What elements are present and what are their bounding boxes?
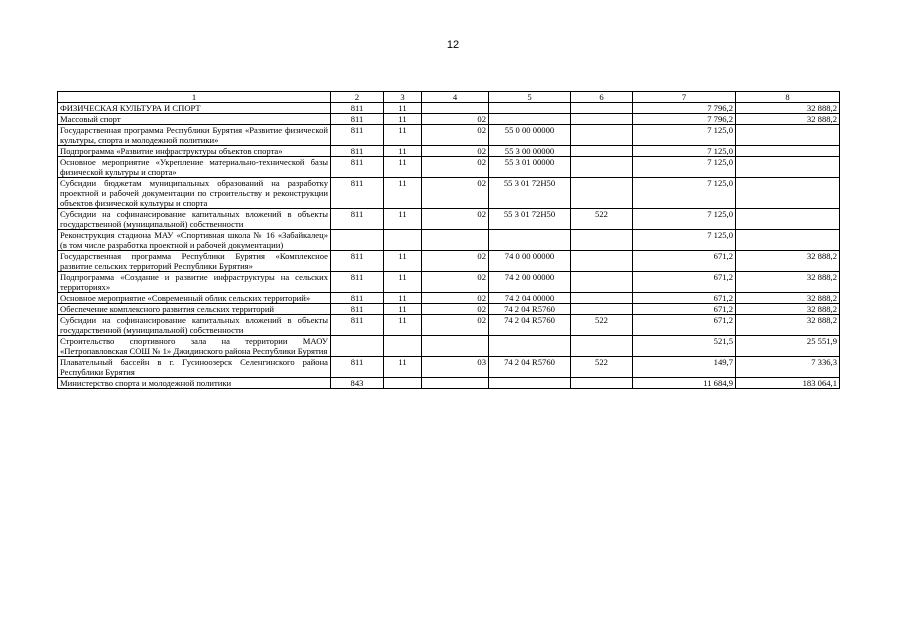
expense-type-cell xyxy=(571,336,633,357)
subsection-code-cell xyxy=(422,230,489,251)
amount-cell-col7: 7 125,0 xyxy=(633,157,736,178)
target-article-cell: 55 3 01 00000 xyxy=(489,157,571,178)
subsection-code-cell: 02 xyxy=(422,272,489,293)
target-article-cell: 74 2 04 00000 xyxy=(489,293,571,304)
page-number: 12 xyxy=(446,39,460,51)
amount-cell-col7: 7 125,0 xyxy=(633,230,736,251)
expense-type-cell xyxy=(571,230,633,251)
item-name-cell: Подпрограмма «Развитие инфраструктуры объектов спорта» xyxy=(58,146,331,157)
item-name-cell: Реконструкция стадиона МАУ «Спортивная школа № 16 «Забайкалец» (в том числе разработка проектной и рабочей документации) xyxy=(58,230,331,251)
section-code-cell: 11 xyxy=(384,209,422,230)
expense-type-cell xyxy=(571,272,633,293)
section-code-cell: 11 xyxy=(384,357,422,378)
target-article-cell xyxy=(489,336,571,357)
subsection-code-cell xyxy=(422,103,489,114)
amount-cell-col8: 32 888,2 xyxy=(736,293,840,304)
section-code-cell: 11 xyxy=(384,103,422,114)
section-code-cell: 11 xyxy=(384,251,422,272)
budget-table xyxy=(57,91,840,389)
item-name-cell: Государственная программа Республики Бурятия «Комплексное развитие сельских территорий Республики Бурятия» xyxy=(58,251,331,272)
ministry-code-cell: 811 xyxy=(331,304,384,315)
table-row xyxy=(58,209,840,230)
subsection-code-cell: 02 xyxy=(422,114,489,125)
target-article-cell: 74 2 00 00000 xyxy=(489,272,571,293)
amount-cell-col7: 671,2 xyxy=(633,304,736,315)
expense-type-cell xyxy=(571,293,633,304)
target-article-cell: 55 3 01 72Н50 xyxy=(489,209,571,230)
column-header: 7 xyxy=(633,92,736,103)
ministry-code-cell: 811 xyxy=(331,103,384,114)
amount-cell-col8: 7 336,3 xyxy=(736,357,840,378)
subsection-code-cell: 02 xyxy=(422,251,489,272)
section-code-cell: 11 xyxy=(384,178,422,209)
target-article-cell: 74 2 04 R5760 xyxy=(489,304,571,315)
column-header: 8 xyxy=(736,92,840,103)
section-code-cell: 11 xyxy=(384,293,422,304)
amount-cell-col8: 32 888,2 xyxy=(736,315,840,336)
ministry-code-cell xyxy=(331,230,384,251)
target-article-cell: 74 0 00 00000 xyxy=(489,251,571,272)
ministry-code-cell: 811 xyxy=(331,357,384,378)
expense-type-cell xyxy=(571,125,633,146)
table-row xyxy=(58,304,840,315)
amount-cell-col8: 25 551,9 xyxy=(736,336,840,357)
amount-cell-col8 xyxy=(736,125,840,146)
amount-cell-col8: 32 888,2 xyxy=(736,272,840,293)
amount-cell-col8 xyxy=(736,230,840,251)
table-row xyxy=(58,251,840,272)
target-article-cell: 74 2 04 R5760 xyxy=(489,315,571,336)
table-row xyxy=(58,114,840,125)
subsection-code-cell: 02 xyxy=(422,178,489,209)
amount-cell-col8 xyxy=(736,146,840,157)
subsection-code-cell xyxy=(422,378,489,389)
table-row xyxy=(58,357,840,378)
target-article-cell: 74 2 04 R5760 xyxy=(489,357,571,378)
target-article-cell xyxy=(489,378,571,389)
amount-cell-col7: 7 796,2 xyxy=(633,103,736,114)
amount-cell-col8: 32 888,2 xyxy=(736,304,840,315)
section-code-cell xyxy=(384,336,422,357)
table-row xyxy=(58,378,840,389)
section-code-cell: 11 xyxy=(384,304,422,315)
ministry-code-cell: 811 xyxy=(331,114,384,125)
amount-cell-col7: 7 125,0 xyxy=(633,178,736,209)
table-row xyxy=(58,146,840,157)
section-code-cell: 11 xyxy=(384,157,422,178)
expense-type-cell xyxy=(571,304,633,315)
ministry-code-cell: 811 xyxy=(331,272,384,293)
subsection-code-cell: 03 xyxy=(422,357,489,378)
expense-type-cell xyxy=(571,146,633,157)
expense-type-cell xyxy=(571,378,633,389)
subsection-code-cell xyxy=(422,336,489,357)
amount-cell-col7: 11 684,9 xyxy=(633,378,736,389)
item-name-cell: Субсидии на софинансирование капитальных вложений в объекты государственной (муниципальной) собственности xyxy=(58,209,331,230)
target-article-cell: 55 3 00 00000 xyxy=(489,146,571,157)
item-name-cell: Массовый спорт xyxy=(58,114,331,125)
subsection-code-cell: 02 xyxy=(422,304,489,315)
amount-cell-col7: 7 796,2 xyxy=(633,114,736,125)
column-header: 6 xyxy=(571,92,633,103)
table-row xyxy=(58,178,840,209)
item-name-cell: Строительство спортивного зала на территории МАОУ «Петропавловская СОШ № 1» Джидинского района Республики Бурятия xyxy=(58,336,331,357)
table-row xyxy=(58,157,840,178)
target-article-cell: 55 3 01 72Н50 xyxy=(489,178,571,209)
item-name-cell: Министерство спорта и молодежной политики xyxy=(58,378,331,389)
table-header-row xyxy=(58,92,840,103)
table-row xyxy=(58,272,840,293)
amount-cell-col8: 32 888,2 xyxy=(736,103,840,114)
item-name-cell: Основное мероприятие «Укрепление материально-технической базы физической культуры и спорта» xyxy=(58,157,331,178)
expense-type-cell: 522 xyxy=(571,209,633,230)
section-code-cell: 11 xyxy=(384,315,422,336)
table-row xyxy=(58,293,840,304)
expense-type-cell xyxy=(571,103,633,114)
amount-cell-col7: 671,2 xyxy=(633,315,736,336)
amount-cell-col7: 7 125,0 xyxy=(633,146,736,157)
subsection-code-cell: 02 xyxy=(422,125,489,146)
column-header: 2 xyxy=(331,92,384,103)
section-code-cell xyxy=(384,230,422,251)
amount-cell-col7: 671,2 xyxy=(633,272,736,293)
item-name-cell: Основное мероприятие «Современный облик сельских территорий» xyxy=(58,293,331,304)
amount-cell-col8: 183 064,1 xyxy=(736,378,840,389)
amount-cell-col8: 32 888,2 xyxy=(736,114,840,125)
column-header: 4 xyxy=(422,92,489,103)
ministry-code-cell: 811 xyxy=(331,209,384,230)
amount-cell-col8: 32 888,2 xyxy=(736,251,840,272)
subsection-code-cell: 02 xyxy=(422,315,489,336)
expense-type-cell xyxy=(571,157,633,178)
ministry-code-cell: 843 xyxy=(331,378,384,389)
target-article-cell xyxy=(489,114,571,125)
table-row xyxy=(58,230,840,251)
subsection-code-cell: 02 xyxy=(422,146,489,157)
target-article-cell: 55 0 00 00000 xyxy=(489,125,571,146)
subsection-code-cell: 02 xyxy=(422,293,489,304)
expense-type-cell: 522 xyxy=(571,315,633,336)
item-name-cell: Обеспечение комплексного развития сельских территорий xyxy=(58,304,331,315)
amount-cell-col7: 7 125,0 xyxy=(633,125,736,146)
section-code-cell: 11 xyxy=(384,272,422,293)
subsection-code-cell: 02 xyxy=(422,157,489,178)
column-header: 1 xyxy=(58,92,331,103)
table-row xyxy=(58,125,840,146)
ministry-code-cell: 811 xyxy=(331,293,384,304)
item-name-cell: Субсидии на софинансирование капитальных вложений в объекты государственной (муниципальной) собственности xyxy=(58,315,331,336)
amount-cell-col7: 521,5 xyxy=(633,336,736,357)
amount-cell-col7: 671,2 xyxy=(633,251,736,272)
ministry-code-cell: 811 xyxy=(331,178,384,209)
target-article-cell xyxy=(489,230,571,251)
ministry-code-cell: 811 xyxy=(331,251,384,272)
ministry-code-cell: 811 xyxy=(331,315,384,336)
amount-cell-col7: 671,2 xyxy=(633,293,736,304)
ministry-code-cell: 811 xyxy=(331,146,384,157)
amount-cell-col7: 7 125,0 xyxy=(633,209,736,230)
item-name-cell: Плавательный бассейн в г. Гусиноозерск Селенгинского района Республики Бурятия xyxy=(58,357,331,378)
table-row xyxy=(58,315,840,336)
column-header: 5 xyxy=(489,92,571,103)
column-header: 3 xyxy=(384,92,422,103)
ministry-code-cell: 811 xyxy=(331,125,384,146)
expense-type-cell xyxy=(571,178,633,209)
table-row xyxy=(58,103,840,114)
item-name-cell: ФИЗИЧЕСКАЯ КУЛЬТУРА И СПОРТ xyxy=(58,103,331,114)
amount-cell-col7: 149,7 xyxy=(633,357,736,378)
ministry-code-cell: 811 xyxy=(331,157,384,178)
item-name-cell: Государственная программа Республики Бурятия «Развитие физической культуры, спорта и молодежной политики» xyxy=(58,125,331,146)
expense-type-cell: 522 xyxy=(571,357,633,378)
expense-type-cell xyxy=(571,114,633,125)
ministry-code-cell xyxy=(331,336,384,357)
expense-type-cell xyxy=(571,251,633,272)
section-code-cell xyxy=(384,378,422,389)
section-code-cell: 11 xyxy=(384,125,422,146)
amount-cell-col8 xyxy=(736,157,840,178)
table-row xyxy=(58,336,840,357)
table-body xyxy=(58,103,840,389)
section-code-cell: 11 xyxy=(384,114,422,125)
amount-cell-col8 xyxy=(736,178,840,209)
section-code-cell: 11 xyxy=(384,146,422,157)
item-name-cell: Субсидии бюджетам муниципальных образований на разработку проектной и рабочей документации по строительству и реконструкции объектов физической культуры и спорта xyxy=(58,178,331,209)
target-article-cell xyxy=(489,103,571,114)
item-name-cell: Подпрограмма «Создание и развитие инфраструктуры на сельских территориях» xyxy=(58,272,331,293)
amount-cell-col8 xyxy=(736,209,840,230)
subsection-code-cell: 02 xyxy=(422,209,489,230)
